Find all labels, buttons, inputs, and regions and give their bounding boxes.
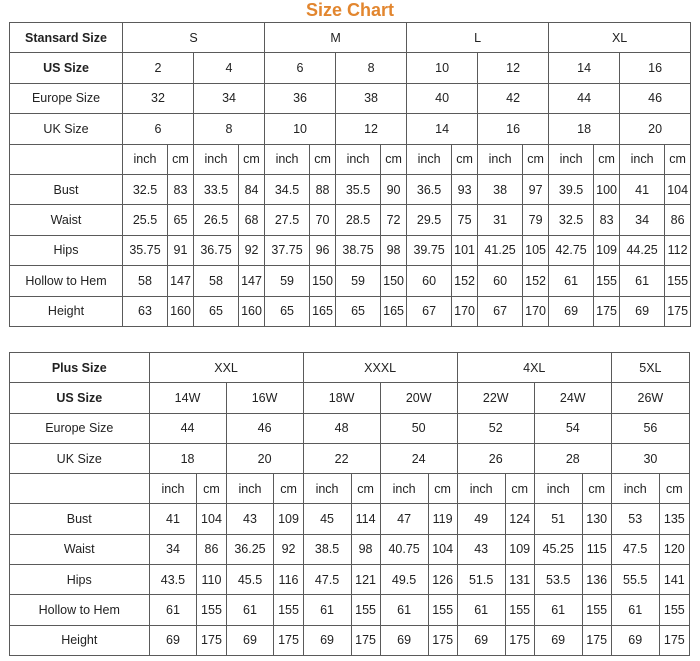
unit-inch-header: inch (226, 474, 274, 504)
page-title: Size Chart (305, 0, 395, 20)
measurement-value: 61 (620, 266, 665, 296)
measurement-value: 69 (303, 625, 351, 655)
measurement-value: 69 (226, 625, 274, 655)
size-type-label: Plus Size (10, 353, 150, 383)
measurement-label: Hips (10, 235, 123, 265)
unit-inch-header: inch (407, 144, 452, 174)
measurement-value: 45.5 (226, 565, 274, 595)
uk-size-value: 18 (149, 443, 226, 473)
measurement-value: 65 (336, 296, 381, 326)
us-size-label: US Size (10, 383, 150, 413)
uk-size-value: 10 (265, 114, 336, 144)
size-group-header: XXL (149, 353, 303, 383)
unit-inch-header: inch (380, 474, 428, 504)
unit-inch-header: inch (549, 144, 594, 174)
us-size-value: 24W (534, 383, 611, 413)
measurement-value: 69 (534, 625, 582, 655)
measurement-value: 130 (582, 504, 611, 534)
measurement-value: 35.5 (336, 174, 381, 204)
size-group-header: L (407, 23, 549, 53)
measurement-value: 41 (149, 504, 197, 534)
europe-size-value: 52 (457, 413, 534, 443)
measurement-value: 100 (594, 174, 620, 204)
measurement-value: 28.5 (336, 205, 381, 235)
measurement-value: 45.25 (534, 534, 582, 564)
table-row (10, 296, 691, 326)
measurement-value: 110 (197, 565, 226, 595)
measurement-value: 61 (549, 266, 594, 296)
measurement-value: 104 (197, 504, 226, 534)
europe-size-value: 42 (478, 83, 549, 113)
measurement-value: 36.5 (407, 174, 452, 204)
measurement-value: 29.5 (407, 205, 452, 235)
measurement-value: 61 (303, 595, 351, 625)
measurement-value: 175 (582, 625, 611, 655)
measurement-value: 90 (381, 174, 407, 204)
uk-size-value: 30 (611, 443, 689, 473)
us-size-value: 26W (611, 383, 689, 413)
unit-inch-header: inch (194, 144, 239, 174)
unit-cm-header: cm (505, 474, 534, 504)
unit-cm-header: cm (428, 474, 457, 504)
measurement-value: 98 (381, 235, 407, 265)
unit-cm-header: cm (239, 144, 265, 174)
measurement-value: 69 (380, 625, 428, 655)
table-row (10, 625, 690, 655)
table-row (10, 595, 690, 625)
size-group-header: S (123, 23, 265, 53)
measurement-value: 35.75 (123, 235, 168, 265)
measurement-value: 155 (594, 266, 620, 296)
measurement-value: 34 (149, 534, 197, 564)
table-row (10, 565, 690, 595)
measurement-value: 38.75 (336, 235, 381, 265)
measurement-value: 32.5 (123, 174, 168, 204)
measurement-value: 36.75 (194, 235, 239, 265)
measurement-value: 170 (523, 296, 549, 326)
unit-inch-header: inch (534, 474, 582, 504)
measurement-value: 25.5 (123, 205, 168, 235)
measurement-label: Waist (10, 205, 123, 235)
measurement-value: 43 (457, 534, 505, 564)
measurement-value: 136 (582, 565, 611, 595)
europe-size-value: 54 (534, 413, 611, 443)
measurement-value: 33.5 (194, 174, 239, 204)
us-size-value: 4 (194, 53, 265, 83)
measurement-value: 69 (549, 296, 594, 326)
table-row (10, 53, 691, 83)
measurement-value: 155 (505, 595, 534, 625)
table-row (10, 266, 691, 296)
measurement-value: 155 (428, 595, 457, 625)
measurement-value: 61 (149, 595, 197, 625)
table-row (10, 205, 691, 235)
measurement-value: 47.5 (611, 534, 659, 564)
unit-cm-header: cm (381, 144, 407, 174)
empty-cell (10, 474, 150, 504)
measurement-value: 155 (665, 266, 691, 296)
measurement-value: 40.75 (380, 534, 428, 564)
unit-cm-header: cm (452, 144, 478, 174)
table-row (10, 474, 690, 504)
us-size-value: 12 (478, 53, 549, 83)
measurement-value: 86 (197, 534, 226, 564)
size-group-header: M (265, 23, 407, 53)
europe-size-value: 32 (123, 83, 194, 113)
plus-size-table (9, 352, 690, 656)
measurement-value: 39.75 (407, 235, 452, 265)
measurement-value: 65 (168, 205, 194, 235)
measurement-value: 147 (168, 266, 194, 296)
measurement-value: 104 (665, 174, 691, 204)
unit-cm-header: cm (582, 474, 611, 504)
table-row (10, 504, 690, 534)
measurement-value: 38 (478, 174, 523, 204)
uk-size-value: 20 (620, 114, 691, 144)
measurement-value: 41 (620, 174, 665, 204)
measurement-value: 120 (659, 534, 689, 564)
uk-size-label: UK Size (10, 114, 123, 144)
measurement-value: 69 (611, 625, 659, 655)
measurement-value: 131 (505, 565, 534, 595)
unit-inch-header: inch (620, 144, 665, 174)
measurement-value: 55.5 (611, 565, 659, 595)
measurement-value: 150 (381, 266, 407, 296)
measurement-value: 98 (351, 534, 380, 564)
measurement-value: 91 (168, 235, 194, 265)
table-row (10, 144, 691, 174)
table-row (10, 235, 691, 265)
empty-cell (10, 144, 123, 174)
table-row (10, 353, 690, 383)
us-size-value: 14 (549, 53, 620, 83)
measurement-value: 67 (407, 296, 452, 326)
unit-inch-header: inch (123, 144, 168, 174)
measurement-value: 116 (274, 565, 303, 595)
uk-size-value: 26 (457, 443, 534, 473)
measurement-value: 147 (239, 266, 265, 296)
unit-cm-header: cm (197, 474, 226, 504)
table-row (10, 23, 691, 53)
measurement-value: 45 (303, 504, 351, 534)
measurement-value: 69 (620, 296, 665, 326)
measurement-value: 170 (452, 296, 478, 326)
measurement-label: Height (10, 296, 123, 326)
measurement-value: 79 (523, 205, 549, 235)
measurement-value: 109 (505, 534, 534, 564)
us-size-value: 8 (336, 53, 407, 83)
size-group-header: XL (549, 23, 691, 53)
uk-size-value: 12 (336, 114, 407, 144)
measurement-value: 72 (381, 205, 407, 235)
measurement-label: Hollow to Hem (10, 266, 123, 296)
measurement-value: 31 (478, 205, 523, 235)
europe-size-value: 48 (303, 413, 380, 443)
measurement-value: 58 (123, 266, 168, 296)
europe-size-value: 36 (265, 83, 336, 113)
size-group-header: 4XL (457, 353, 611, 383)
europe-size-value: 56 (611, 413, 689, 443)
table-row (10, 534, 690, 564)
measurement-value: 104 (428, 534, 457, 564)
measurement-value: 84 (239, 174, 265, 204)
measurement-value: 165 (381, 296, 407, 326)
measurement-value: 119 (428, 504, 457, 534)
table-row (10, 114, 691, 144)
us-size-value: 10 (407, 53, 478, 83)
measurement-value: 160 (239, 296, 265, 326)
measurement-value: 175 (428, 625, 457, 655)
europe-size-value: 34 (194, 83, 265, 113)
measurement-value: 68 (239, 205, 265, 235)
measurement-value: 61 (457, 595, 505, 625)
uk-size-value: 20 (226, 443, 303, 473)
us-size-value: 16W (226, 383, 303, 413)
measurement-value: 51 (534, 504, 582, 534)
measurement-value: 83 (168, 174, 194, 204)
uk-size-value: 14 (407, 114, 478, 144)
measurement-value: 92 (239, 235, 265, 265)
unit-inch-header: inch (265, 144, 310, 174)
uk-size-value: 18 (549, 114, 620, 144)
measurement-value: 26.5 (194, 205, 239, 235)
uk-size-value: 16 (478, 114, 549, 144)
measurement-value: 86 (665, 205, 691, 235)
measurement-value: 38.5 (303, 534, 351, 564)
europe-size-value: 38 (336, 83, 407, 113)
measurement-value: 39.5 (549, 174, 594, 204)
unit-cm-header: cm (594, 144, 620, 174)
measurement-value: 112 (665, 235, 691, 265)
us-size-value: 14W (149, 383, 226, 413)
measurement-value: 44.25 (620, 235, 665, 265)
table-row (10, 383, 690, 413)
measurement-value: 49 (457, 504, 505, 534)
unit-inch-header: inch (457, 474, 505, 504)
measurement-value: 61 (611, 595, 659, 625)
us-size-value: 20W (380, 383, 457, 413)
measurement-value: 75 (452, 205, 478, 235)
measurement-label: Height (10, 625, 150, 655)
standard-size-table (9, 22, 691, 327)
europe-size-value: 40 (407, 83, 478, 113)
measurement-value: 175 (659, 625, 689, 655)
table-row (10, 443, 690, 473)
measurement-label: Bust (10, 504, 150, 534)
measurement-value: 59 (336, 266, 381, 296)
measurement-value: 58 (194, 266, 239, 296)
measurement-value: 121 (351, 565, 380, 595)
measurement-value: 49.5 (380, 565, 428, 595)
unit-inch-header: inch (336, 144, 381, 174)
measurement-value: 47 (380, 504, 428, 534)
us-size-value: 18W (303, 383, 380, 413)
measurement-value: 124 (505, 504, 534, 534)
measurement-value: 88 (310, 174, 336, 204)
measurement-value: 53 (611, 504, 659, 534)
europe-size-label: Europe Size (10, 83, 123, 113)
measurement-value: 109 (594, 235, 620, 265)
measurement-value: 42.75 (549, 235, 594, 265)
unit-inch-header: inch (478, 144, 523, 174)
measurement-value: 141 (659, 565, 689, 595)
us-size-label: US Size (10, 53, 123, 83)
size-group-header: 5XL (611, 353, 689, 383)
measurement-value: 101 (452, 235, 478, 265)
measurement-value: 152 (452, 266, 478, 296)
measurement-value: 32.5 (549, 205, 594, 235)
measurement-value: 165 (310, 296, 336, 326)
measurement-value: 61 (534, 595, 582, 625)
measurement-value: 92 (274, 534, 303, 564)
measurement-label: Hollow to Hem (10, 595, 150, 625)
measurement-value: 47.5 (303, 565, 351, 595)
unit-inch-header: inch (149, 474, 197, 504)
measurement-label: Hips (10, 565, 150, 595)
measurement-value: 27.5 (265, 205, 310, 235)
measurement-value: 53.5 (534, 565, 582, 595)
measurement-value: 135 (659, 504, 689, 534)
uk-size-value: 22 (303, 443, 380, 473)
measurement-value: 155 (274, 595, 303, 625)
measurement-value: 155 (582, 595, 611, 625)
table-row (10, 413, 690, 443)
measurement-value: 34 (620, 205, 665, 235)
measurement-value: 175 (351, 625, 380, 655)
unit-inch-header: inch (303, 474, 351, 504)
measurement-value: 155 (197, 595, 226, 625)
measurement-label: Waist (10, 534, 150, 564)
measurement-value: 175 (274, 625, 303, 655)
measurement-value: 69 (457, 625, 505, 655)
table-row (10, 174, 691, 204)
measurement-value: 96 (310, 235, 336, 265)
us-size-value: 6 (265, 53, 336, 83)
size-group-header: XXXL (303, 353, 457, 383)
unit-cm-header: cm (351, 474, 380, 504)
measurement-value: 114 (351, 504, 380, 534)
europe-size-value: 46 (620, 83, 691, 113)
measurement-value: 34.5 (265, 174, 310, 204)
uk-size-value: 8 (194, 114, 265, 144)
measurement-value: 93 (452, 174, 478, 204)
unit-inch-header: inch (611, 474, 659, 504)
europe-size-value: 46 (226, 413, 303, 443)
measurement-value: 60 (478, 266, 523, 296)
measurement-value: 51.5 (457, 565, 505, 595)
measurement-value: 43 (226, 504, 274, 534)
uk-size-value: 24 (380, 443, 457, 473)
measurement-value: 61 (226, 595, 274, 625)
measurement-value: 109 (274, 504, 303, 534)
measurement-value: 37.75 (265, 235, 310, 265)
measurement-value: 43.5 (149, 565, 197, 595)
unit-cm-header: cm (274, 474, 303, 504)
uk-size-value: 28 (534, 443, 611, 473)
europe-size-value: 50 (380, 413, 457, 443)
measurement-label: Bust (10, 174, 123, 204)
measurement-value: 36.25 (226, 534, 274, 564)
us-size-value: 22W (457, 383, 534, 413)
measurement-value: 105 (523, 235, 549, 265)
us-size-value: 2 (123, 53, 194, 83)
unit-cm-header: cm (659, 474, 689, 504)
size-type-label: Stansard Size (10, 23, 123, 53)
unit-cm-header: cm (168, 144, 194, 174)
measurement-value: 150 (310, 266, 336, 296)
measurement-value: 41.25 (478, 235, 523, 265)
unit-cm-header: cm (523, 144, 549, 174)
measurement-value: 65 (265, 296, 310, 326)
uk-size-value: 6 (123, 114, 194, 144)
measurement-value: 175 (197, 625, 226, 655)
measurement-value: 83 (594, 205, 620, 235)
measurement-value: 155 (351, 595, 380, 625)
uk-size-label: UK Size (10, 443, 150, 473)
measurement-value: 61 (380, 595, 428, 625)
europe-size-label: Europe Size (10, 413, 150, 443)
measurement-value: 126 (428, 565, 457, 595)
measurement-value: 160 (168, 296, 194, 326)
measurement-value: 65 (194, 296, 239, 326)
unit-cm-header: cm (310, 144, 336, 174)
measurement-value: 97 (523, 174, 549, 204)
measurement-value: 70 (310, 205, 336, 235)
us-size-value: 16 (620, 53, 691, 83)
measurement-value: 175 (665, 296, 691, 326)
unit-cm-header: cm (665, 144, 691, 174)
measurement-value: 63 (123, 296, 168, 326)
measurement-value: 69 (149, 625, 197, 655)
measurement-value: 67 (478, 296, 523, 326)
measurement-value: 115 (582, 534, 611, 564)
europe-size-value: 44 (549, 83, 620, 113)
measurement-value: 175 (594, 296, 620, 326)
measurement-value: 60 (407, 266, 452, 296)
measurement-value: 152 (523, 266, 549, 296)
europe-size-value: 44 (149, 413, 226, 443)
measurement-value: 155 (659, 595, 689, 625)
table-row (10, 83, 691, 113)
measurement-value: 175 (505, 625, 534, 655)
measurement-value: 59 (265, 266, 310, 296)
